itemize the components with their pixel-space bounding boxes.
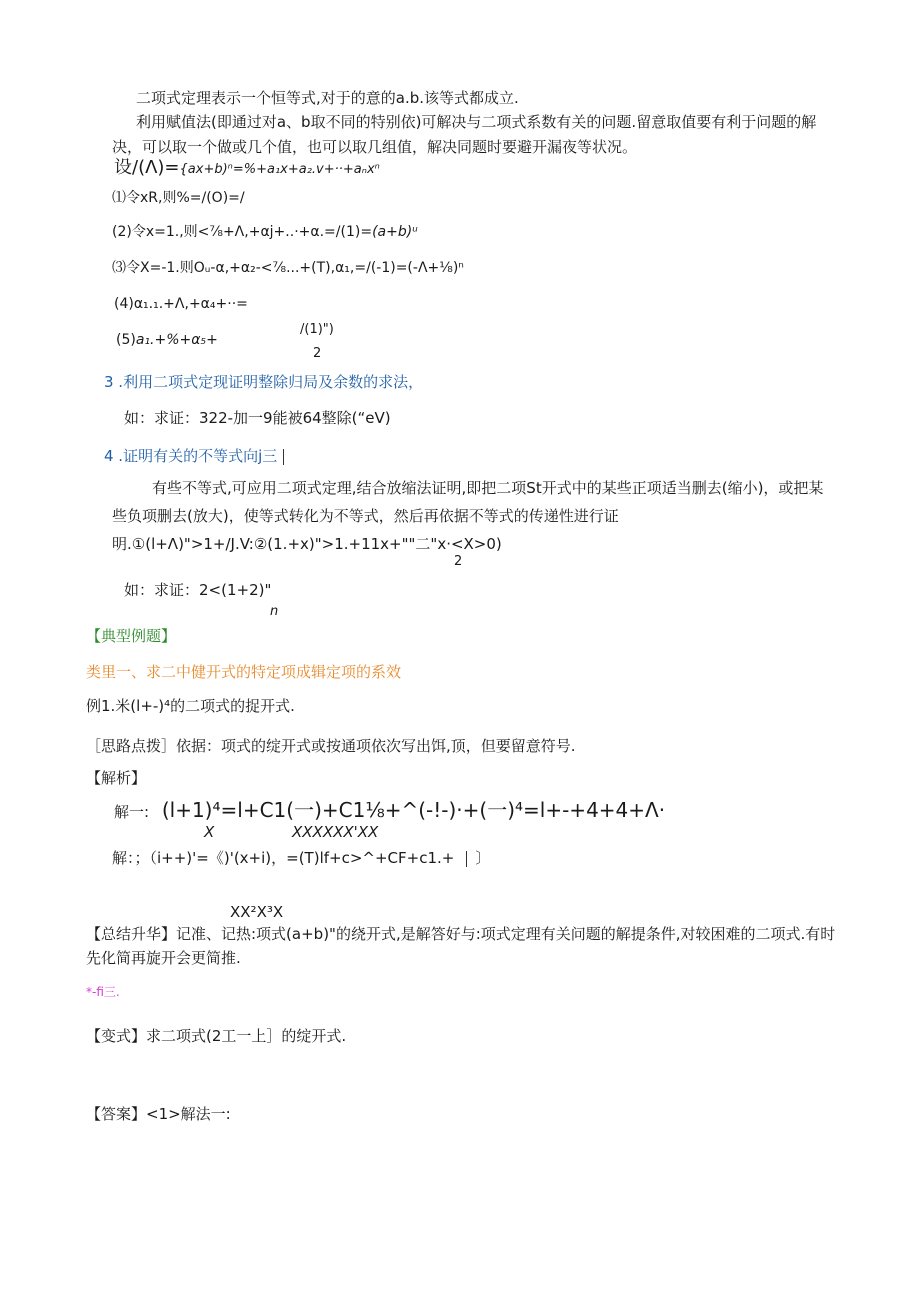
formula-item-1: ⑴令xR,则%=/(O)=/ — [112, 190, 245, 206]
section-4-para-2: 些负项删去(放大)，使等式转化为不等式，然后再依据不等式的传递性进行证 — [112, 507, 619, 525]
solution-2-bar — [466, 851, 467, 867]
section-4-heading-text: 4 .证明有关的不等式向j三 — [104, 447, 278, 465]
formula-item-5-frac-bottom: 2 — [313, 346, 322, 361]
solution-1 — [114, 800, 665, 822]
section-4-example-sub: n — [270, 604, 279, 619]
section-4-heading — [104, 446, 284, 466]
intro-line-2: 利用赋值法(即通过对a、b取不同的特别依)可解决与二项式系数有关的问题.留意取值要有利于问题的解 — [136, 113, 817, 131]
formula-setup-body: {ax+b)ⁿ=%+a₁x+a₂.v+··+aₙxⁿ — [179, 162, 380, 177]
section-4-para-3-sub: 2 — [454, 554, 463, 569]
section-4-example: 如：求证：2<(1+2)" — [124, 581, 272, 599]
formula-setup-prefix: 设/(Λ)= — [114, 157, 180, 178]
typical-analysis-label: 【解析】 — [86, 769, 147, 787]
solution-2 — [112, 848, 490, 868]
solution-1-prefix: 解一: — [114, 803, 150, 821]
formula-item-5-body: a₁.+%+α₅+ — [135, 332, 218, 348]
formula-item-2-suffix: (a+b)ᵘ — [372, 224, 418, 240]
formula-item-5-frac-top: /(1)") — [300, 322, 334, 337]
cursor-bar — [283, 449, 284, 465]
answer: 【答案】<1>解法一: — [86, 1105, 231, 1123]
section-4-para-1: 有些不等式,可应用二项式定理,结合放缩法证明,即把二项St开式中的某些正项适当删去(缩小)，或把某 — [152, 479, 824, 497]
summary-mark: *-fi三. — [86, 985, 120, 999]
intro-line-3: 决，可以取一个做或几个值，也可以取几组值，解决同题时要避开漏夜等状况。 — [112, 138, 638, 156]
formula-setup — [114, 158, 380, 180]
solution-1-sub-b: XXXXXX'XX — [292, 823, 379, 841]
typical-example-1: 例1.米(l+-)⁴的二项式的捉开式. — [86, 697, 295, 715]
intro-line-1: 二项式定理表示一个恒等式,对于的意的a.b.该等式都成立. — [136, 89, 519, 107]
solution-2-end: 〕 — [475, 849, 491, 867]
summary-line-2: 先化简再旋开会更简推. — [86, 949, 241, 967]
section-4-para-3: 明.①(l+Λ)">1+/J.V:②(1.+x)">1.+11x+""二"x·<X>0) — [112, 535, 502, 553]
formula-item-2-prefix: (2)令x=1.,则<⅞+Λ,+αj+..·+α.=/(1)= — [112, 224, 373, 240]
typical-category: 类里一、求二中健开式的特定项成辑定项的系效 — [86, 663, 402, 681]
variant: 【变式】求二项式(2工一上］的绽开式. — [86, 1027, 347, 1045]
formula-item-4: (4)α₁.₁.+Λ,+α₄+··= — [114, 296, 248, 312]
solution-1-body: (l+1)⁴=l+C1(一)+C1⅛+^(-!-)·+(一)⁴=l+-+4+4+Λ· — [161, 798, 666, 822]
solution-1-sub-a: X — [204, 823, 215, 841]
summary-line-1: 【总结升华】记准、记热:项式(a+b)"的绕开式,是解答好与:项式定理有关问题的解提条件,对较困难的二项式.有时 — [86, 925, 836, 943]
formula-item-5 — [116, 330, 218, 350]
typical-label: 【典型例题】 — [86, 627, 177, 645]
formula-item-3: ⑶令X=-1.则Oᵤ-α,+α₂-<⅞...+(T),α₁,=/(-1)=(-Λ+⅛)ⁿ — [112, 260, 464, 276]
typical-hint: ［思路点拨］依据：项式的绽开式或按通项依次写出饵,顶，但要留意符号. — [86, 737, 576, 755]
solution-2-sub: XX²X³X — [230, 903, 284, 921]
section-3-example: 如：求证：322-加一9能被64整除(“eV) — [124, 409, 391, 427]
formula-item-5-prefix: (5) — [116, 332, 136, 348]
solution-2-text: 解：；（i++)'=《)'(x+i)，=(T)lf+c>^+CF+c1.+ — [112, 849, 455, 867]
formula-item-2 — [112, 222, 418, 242]
section-3-heading: 3 .利用二项式定现证明整除归局及余数的求法， — [104, 373, 424, 391]
